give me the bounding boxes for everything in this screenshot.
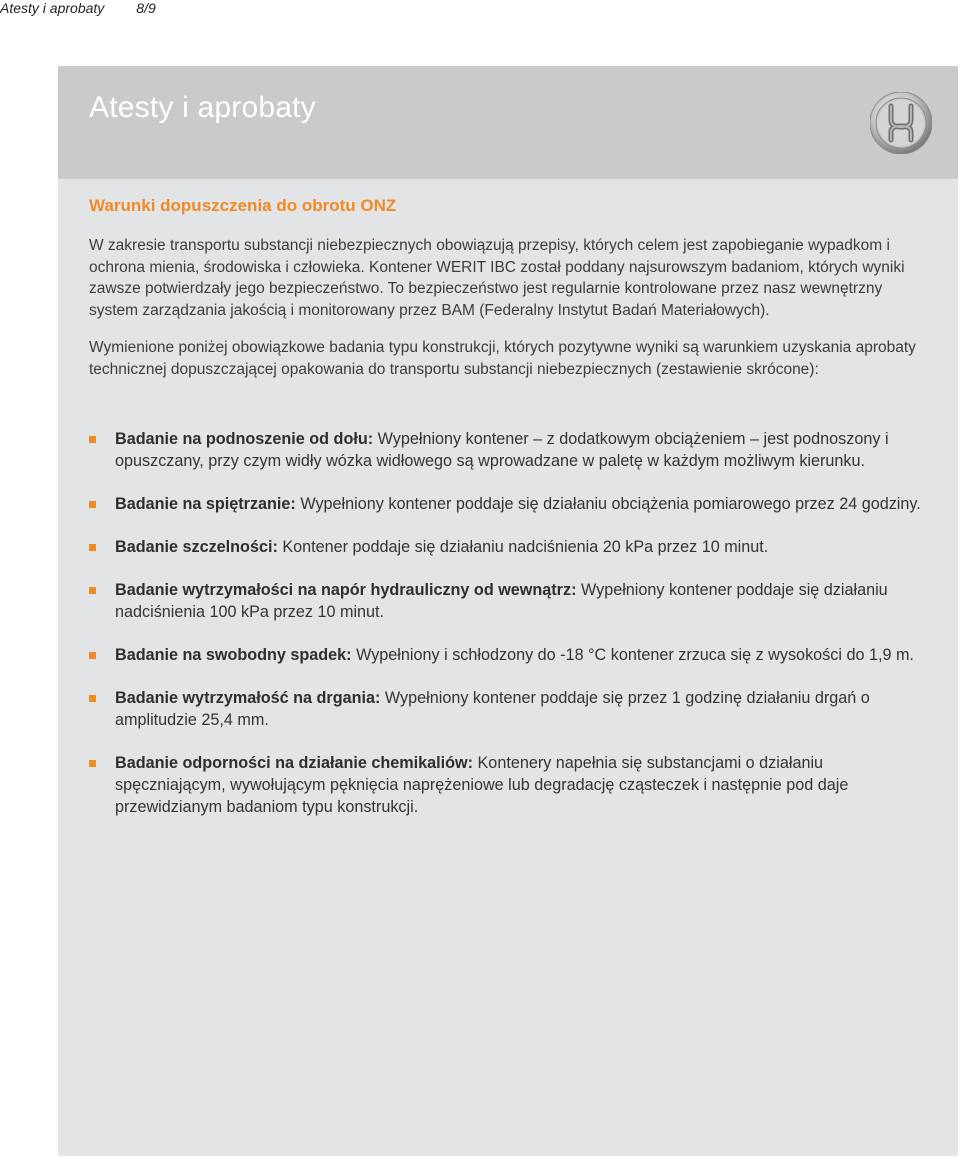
test-description: Wypełniony kontener poddaje się działaniu obciążenia pomiarowego przez 24 godziny. — [295, 494, 921, 513]
list-item — [89, 579, 929, 623]
bullet-square-icon — [89, 544, 96, 551]
content-panel — [58, 66, 958, 1156]
test-name: Badanie na swobodny spadek: — [115, 645, 352, 664]
page-title: Atesty i aprobaty — [89, 91, 316, 124]
test-name: Badanie odporności na działanie chemikaliów: — [115, 753, 474, 772]
section-subheading: Warunki dopuszczenia do obrotu ONZ — [89, 196, 397, 215]
bullet-square-icon — [89, 436, 96, 443]
test-name: Badanie na podnoszenie od dołu: — [115, 429, 374, 448]
test-description: Kontenery napełnia się substancjami o działaniu spęczniającym, wywołującym pęknięcia naprężeniowe lub degradację cząsteczek i następnie pod daje przewidzianym badaniom typu konstrukcji. — [115, 753, 849, 816]
page-number: 8/9 — [136, 0, 156, 16]
test-name: Badanie wytrzymałość na drgania: — [115, 688, 381, 707]
test-list — [89, 428, 929, 818]
test-description: Wypełniony kontener poddaje się przez 1 godzinę działaniu drgań o amplitudzie 25,4 mm. — [115, 688, 870, 729]
list-item — [89, 536, 929, 558]
panel-header — [58, 66, 958, 179]
test-name: Badanie wytrzymałości na napór hydrauliczny od wewnątrz: — [115, 580, 577, 599]
tests-intro-paragraph: Wymienione poniżej obowiązkowe badania typu konstrukcji, których pozytywne wyniki są warunkiem uzyskania aprobaty technicznej dopuszczającej opakowania do transportu substancji niebezpiecznych (zestawienie skrócone): — [89, 339, 916, 378]
test-name: Badanie szczelności: — [115, 537, 278, 556]
bullet-square-icon — [89, 760, 96, 767]
running-head-section: Atesty i aprobaty — [0, 0, 105, 16]
bullet-square-icon — [89, 652, 96, 659]
test-description: Wypełniony kontener poddaje się działaniu nadciśnienia 100 kPa przez 10 minut. — [115, 580, 888, 621]
test-description: Kontener poddaje się działaniu nadciśnienia 20 kPa przez 10 minut. — [277, 537, 769, 556]
list-item — [89, 644, 929, 666]
test-name: Badanie na spiętrzanie: — [115, 494, 296, 513]
running-head — [0, 0, 156, 18]
list-item — [89, 428, 929, 472]
bullet-square-icon — [89, 587, 96, 594]
list-item — [89, 752, 929, 818]
bullet-square-icon — [89, 695, 96, 702]
test-description: Wypełniony i schłodzony do -18 °C kontener zrzuca się z wysokości do 1,9 m. — [351, 645, 914, 664]
content-body — [89, 196, 929, 839]
list-item — [89, 687, 929, 731]
bullet-square-icon — [89, 501, 96, 508]
list-item — [89, 493, 929, 515]
intro-paragraph: W zakresie transportu substancji niebezpiecznych obowiązują przepisy, których celem jest zapobieganie wypadkom i ochrona mienia, środowiska i człowieka. Kontener WERIT IBC został poddany najsurowszym badaniom, których wyniki zawsze potwierdzały jego bezpieczeństwo. To bezpieczeństwo jest regularnie kontrolowane przez nasz wewnętrzny system zarządzania jakością i monitorowany przez BAM (Federalny Instytut Badań Materiałowych). — [89, 237, 905, 319]
un-certification-logo-icon — [870, 92, 932, 154]
test-description: Wypełniony kontener – z dodatkowym obciążeniem – jest podnoszony i opuszczany, przy czym widły wózka widłowego są wprowadzane w paletę w każdym możliwym kierunku. — [115, 429, 889, 470]
